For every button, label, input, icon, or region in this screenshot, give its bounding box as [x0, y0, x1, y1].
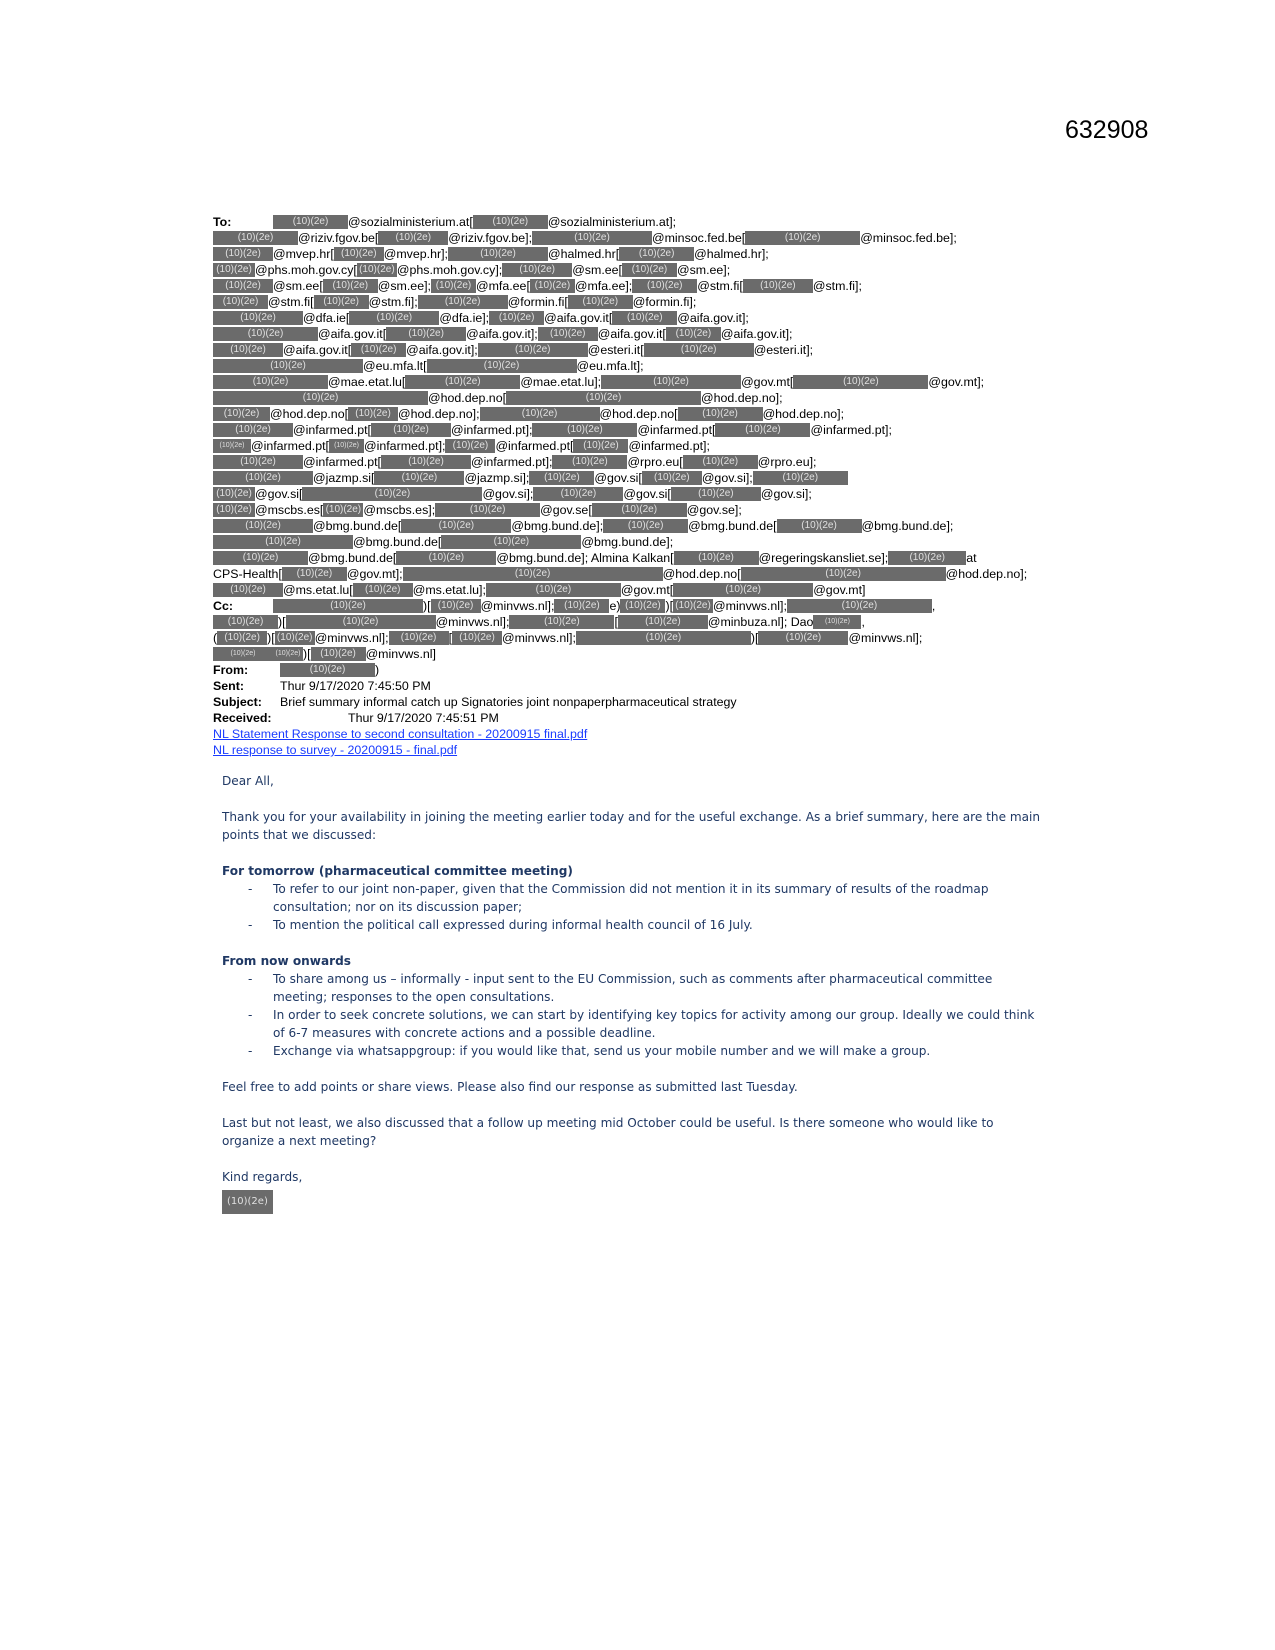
redaction-block: (10)(2e) — [441, 535, 581, 549]
recipient-text: @gov.mt]; — [346, 567, 403, 581]
recipient-text: @eu.mfa.lt]; — [576, 359, 644, 373]
redaction-block: (10)(2e) — [568, 295, 633, 309]
recipient-text: )[ — [423, 599, 431, 613]
sent-value: Thur 9/17/2020 7:45:50 PM — [280, 679, 431, 693]
recipient-text: , — [861, 615, 865, 629]
recipient-line — [213, 214, 1053, 230]
recipient-text: @sozialministerium.at[ — [348, 215, 473, 229]
recipient-text: @aifa.gov.it[ — [283, 343, 352, 357]
redaction-block: (10)(2e) — [673, 583, 813, 597]
recipient-text: @ms.etat.lu]; — [412, 583, 486, 597]
recipient-text: [ — [448, 631, 453, 645]
recipient-text: @gov.mt[ — [620, 583, 674, 597]
redaction-block: (10)(2e) — [378, 231, 448, 245]
subject-label: Subject: — [213, 695, 262, 709]
recipient-text: )[ — [303, 647, 311, 661]
recipient-text: @stm.fi]; — [812, 279, 862, 293]
recipient-text: @mvep.hr[ — [273, 247, 334, 261]
to-label: To: — [213, 215, 232, 229]
attachment-link-statement[interactable]: NL Statement Response to second consultation - 20200915 final.pdf — [213, 727, 588, 741]
recipient-text: @infarmed.pt]; — [628, 439, 710, 453]
closing: Kind regards, — [222, 1170, 303, 1184]
redaction-block: (10)(2e) — [480, 407, 600, 421]
redaction-block: (10)(2e) — [431, 279, 476, 293]
recipient-text: @stm.fi[ — [268, 295, 314, 309]
recipient-line — [213, 454, 1053, 470]
recipient-text: @gov.si[ — [623, 487, 671, 501]
redaction-block: (10)(2e) — [715, 423, 810, 437]
list-item: - Exchange via whatsappgroup: if you would like that, send us your mobile number and we will make a group. — [248, 1044, 931, 1058]
recipient-text: @hod.dep.no]; — [762, 407, 845, 421]
recipient-line — [213, 534, 1053, 550]
list-item: - To share among us – informally - input sent to the EU Commission, such as comments after pharmaceutical committee meeting; responses to the open consultations. — [248, 972, 993, 1004]
redaction-block: (10)(2e) — [674, 551, 759, 565]
recipient-text: @bmg.bund.de]; Almina Kalkan[ — [496, 551, 674, 565]
recipient-text: @gov.si]; — [760, 487, 812, 501]
last-paragraph: Last but not least, we also discussed that a follow up meeting mid October could be useful. Is there someone who would like to organize a next meeting? — [222, 1116, 994, 1148]
recipient-text: @infarmed.pt]; — [810, 423, 892, 437]
recipient-text: @jazmp.si]; — [464, 471, 530, 485]
recipient-text: CPS-Health[ — [213, 567, 282, 581]
recipient-line — [213, 310, 1053, 326]
recipient-line — [213, 406, 1053, 422]
redaction-block: (10)(2e) — [213, 471, 313, 485]
redaction-block: (10)(2e) — [302, 487, 482, 501]
cc-label: Cc: — [213, 599, 233, 613]
intro-paragraph: Thank you for your availability in joining the meeting earlier today and for the useful exchange. As a brief summary, here are the main points that we discussed: — [222, 810, 1041, 842]
redaction-block: (10)(2e) — [213, 311, 303, 325]
recipient-text: @gov.se]; — [686, 503, 742, 517]
recipient-text: @esteri.it]; — [753, 343, 814, 357]
redaction-block: (10)(2e) — [213, 455, 303, 469]
redaction-block: (10)(2e) — [888, 551, 966, 565]
redaction-block: (10)(2e) — [612, 311, 677, 325]
redaction-block: (10)(2e) — [273, 647, 303, 661]
redaction-block: (10)(2e) — [213, 551, 308, 565]
redaction-block: (10)(2e) — [435, 503, 540, 517]
redaction-block: (10)(2e) — [381, 455, 471, 469]
recipient-text: @infarmed.pt[ — [637, 423, 716, 437]
redaction-block: (10)(2e) — [603, 519, 688, 533]
redaction-block: (10)(2e) — [431, 599, 481, 613]
feel-free-paragraph: Feel free to add points or share views. Please also find our response as submitted last Tuesday. — [222, 1080, 798, 1094]
recipient-text: @hod.dep.no[ — [428, 391, 507, 405]
recipient-text: @sm.ee[ — [572, 263, 622, 277]
redaction-block: (10)(2e) — [532, 231, 652, 245]
redaction-block: (10)(2e) — [357, 263, 397, 277]
recipient-text: @hod.dep.no[ — [599, 407, 678, 421]
sent-label: Sent: — [213, 679, 244, 693]
recipient-text: @formin.fi]; — [632, 295, 697, 309]
sent-row — [213, 678, 1053, 694]
recipient-line — [213, 438, 1053, 454]
recipient-text: @regeringskansliet.se]; — [758, 551, 889, 565]
recipient-text: @infarmed.pt]; — [471, 455, 553, 469]
recipient-text: @bmg.bund.de]; — [581, 535, 674, 549]
email-body — [222, 772, 1042, 1214]
cc-recipients — [213, 598, 1053, 662]
recipient-text: @bmg.bund.de]; — [511, 519, 604, 533]
redaction-block: (10)(2e) — [592, 503, 687, 517]
redaction-block: (10)(2e) — [213, 263, 255, 277]
recipient-line — [213, 502, 1053, 518]
recipient-text: @formin.fi[ — [507, 295, 568, 309]
redaction-block: (10)(2e) — [213, 519, 313, 533]
redaction-block: (10)(2e) — [273, 215, 348, 229]
redaction-block: (10)(2e) — [405, 375, 520, 389]
recipient-text: @aifa.gov.it]; — [406, 343, 478, 357]
to-recipients — [213, 214, 1053, 598]
recipient-text: @dfa.ie]; — [439, 311, 490, 325]
recipient-text: @halmed.hr]; — [694, 247, 769, 261]
recipient-text: @infarmed.pt[ — [251, 439, 330, 453]
recipient-text: @aifa.gov.it]; — [466, 327, 538, 341]
recipient-line — [213, 246, 1053, 262]
recipient-line — [213, 598, 1053, 614]
recipient-text: @minvws.nl]; — [314, 631, 389, 645]
redaction-block: (10)(2e) — [486, 583, 621, 597]
redaction-block: (10)(2e) — [620, 599, 665, 613]
redaction-block: (10)(2e) — [758, 631, 848, 645]
recipient-text: @mae.etat.lu]; — [520, 375, 602, 389]
redaction-block: (10)(2e) — [533, 487, 623, 501]
redaction-block: (10)(2e) — [213, 343, 283, 357]
redaction-block: (10)(2e) — [642, 471, 702, 485]
redaction-block: (10)(2e) — [213, 407, 270, 421]
redaction-block: (10)(2e) — [509, 615, 614, 629]
redaction-block: (10)(2e) — [418, 295, 508, 309]
recipient-text: @hod.dep.no]; — [398, 407, 480, 421]
recipient-text: @dfa.ie[ — [303, 311, 350, 325]
recipient-text: @bmg.bund.de[ — [353, 535, 442, 549]
redaction-block: (10)(2e) — [530, 279, 575, 293]
recipient-text: @infarmed.pt[ — [495, 439, 574, 453]
from-suffix: ) — [375, 663, 380, 677]
recipient-text: e) — [609, 599, 621, 613]
redaction-block: (10)(2e) — [213, 231, 298, 245]
redaction-block: (10)(2e) — [573, 439, 628, 453]
redaction-block: (10)(2e) — [532, 423, 637, 437]
redaction-block: (10)(2e) — [213, 279, 273, 293]
redaction-block: (10)(2e) — [213, 247, 273, 261]
email-header — [213, 214, 1053, 758]
redaction-block: (10)(2e) — [448, 247, 548, 261]
recipient-line — [213, 550, 1053, 566]
redaction-block: (10)(2e) — [311, 647, 366, 661]
redaction-block: (10)(2e) — [554, 599, 609, 613]
recipient-text: @mae.etat.lu[ — [328, 375, 406, 389]
recipient-text: @sm.ee[ — [273, 279, 323, 293]
from-label: From: — [213, 663, 249, 677]
redaction-block: (10)(2e) — [213, 647, 273, 661]
redaction-block: (10)(2e) — [678, 407, 763, 421]
recipient-text: @minvws.nl]; — [480, 599, 555, 613]
recipient-text: @hod.dep.no[ — [662, 567, 741, 581]
recipient-text: )[ — [665, 599, 674, 613]
recipient-text: @minvws.nl]; — [713, 599, 787, 613]
recipient-line — [213, 582, 1053, 598]
redaction-block: (10)(2e) — [673, 599, 713, 613]
redaction-block: (10)(2e) — [213, 583, 283, 597]
recipient-text: )[ — [278, 615, 286, 629]
redaction-block: (10)(2e) — [213, 487, 255, 501]
received-value: Thur 9/17/2020 7:45:51 PM — [348, 711, 499, 725]
attachment-link-survey[interactable]: NL response to survey - 20200915 - final.pdf — [213, 743, 458, 757]
received-row — [213, 710, 1053, 726]
recipient-text: @halmed.hr[ — [548, 247, 620, 261]
recipient-line — [213, 262, 1053, 278]
recipient-text: @sm.ee]; — [676, 263, 731, 277]
recipient-line — [213, 422, 1053, 438]
redaction-block: (10)(2e) — [529, 471, 594, 485]
signature-redaction: (10)(2e) — [222, 1190, 273, 1214]
recipient-line — [213, 326, 1053, 342]
redaction-block: (10)(2e) — [787, 599, 932, 613]
recipient-line — [213, 230, 1053, 246]
recipient-text: @bmg.bund.de]; — [861, 519, 954, 533]
recipient-line — [213, 646, 1053, 662]
recipient-text: @minvws.nl]; — [435, 615, 510, 629]
recipient-line — [213, 470, 1053, 486]
redaction-block: (10)(2e) — [619, 247, 694, 261]
redaction-block: (10)(2e) — [334, 247, 384, 261]
redaction-block: (10)(2e) — [349, 311, 439, 325]
recipient-text: @mfa.ee]; — [574, 279, 633, 293]
recipient-text: @infarmed.pt]; — [451, 423, 533, 437]
redaction-block: (10)(2e) — [666, 327, 721, 341]
recipient-text: ( — [213, 631, 218, 645]
recipient-text: @minsoc.fed.be]; — [860, 231, 957, 245]
recipient-text: @bmg.bund.de[ — [688, 519, 777, 533]
from-row — [213, 662, 1053, 678]
redaction-block: (10)(2e) — [741, 567, 946, 581]
redaction-block: (10)(2e) — [389, 631, 449, 645]
redaction-block: (10)(2e) — [329, 439, 364, 453]
redaction-block: (10)(2e) — [644, 343, 754, 357]
redaction-block: (10)(2e) — [403, 567, 663, 581]
list-item: - To mention the political call expressed during informal health council of 16 July. — [248, 918, 753, 932]
recipient-text: @rpro.eu]; — [757, 455, 817, 469]
recipient-line — [213, 566, 1053, 582]
list-item: - To refer to our joint non-paper, given that the Commission did not mention it in its summary of results of the roadmap consultation; nor on its discussion paper; — [248, 882, 989, 914]
redaction-block: (10)(2e) — [213, 439, 251, 453]
redaction-block: (10)(2e) — [323, 279, 378, 293]
recipient-text: @stm.fi]; — [368, 295, 418, 309]
redaction-block: (10)(2e) — [538, 327, 598, 341]
redaction-block: (10)(2e) — [445, 439, 495, 453]
recipient-text: @bmg.bund.de[ — [313, 519, 402, 533]
recipient-text: @minvws.nl] — [365, 647, 436, 661]
greeting: Dear All, — [222, 774, 274, 788]
redaction-block: (10)(2e) — [473, 215, 548, 229]
redaction-block: (10)(2e) — [213, 391, 428, 405]
recipient-text: @riziv.fgov.be]; — [448, 231, 533, 245]
recipient-text: @hod.dep.no[ — [270, 407, 349, 421]
redaction-block: (10)(2e) — [489, 311, 544, 325]
subject-value: Brief summary informal catch up Signatories joint nonpaperpharmaceutical strategy — [280, 695, 737, 709]
redaction-block: (10)(2e) — [323, 503, 363, 517]
redaction-block: (10)(2e) — [576, 631, 751, 645]
redaction-block: (10)(2e) — [777, 519, 862, 533]
redaction-block: (10)(2e) — [374, 471, 464, 485]
redaction-block: (10)(2e) — [427, 359, 577, 373]
redaction-block: (10)(2e) — [396, 551, 496, 565]
list-item: - In order to seek concrete solutions, we can start by identifying key topics for activity among our group. Ideally we could think of 6-7 measures with concrete actions and a possible deadline. — [248, 1008, 1035, 1040]
redaction-block: (10)(2e) — [452, 631, 502, 645]
recipient-line — [213, 486, 1053, 502]
section-title-onwards: From now onwards — [222, 954, 351, 968]
recipient-text: @phs.moh.gov.cy[ — [255, 263, 357, 277]
recipient-text: @bmg.bund.de[ — [308, 551, 397, 565]
recipient-text: @infarmed.pt]; — [364, 439, 446, 453]
recipient-line — [213, 390, 1053, 406]
redaction-block: (10)(2e) — [351, 343, 406, 357]
received-label: Received: — [213, 711, 272, 725]
redaction-block: (10)(2e) — [793, 375, 928, 389]
recipient-text: @gov.se[ — [540, 503, 592, 517]
recipient-text: @mscbs.es]; — [363, 503, 436, 517]
recipient-text: @stm.fi[ — [697, 279, 743, 293]
document-number: 632908 — [1065, 116, 1149, 144]
redaction-block: (10)(2e) — [502, 263, 572, 277]
recipient-text: @mvep.hr]; — [383, 247, 449, 261]
recipient-text: )[ — [267, 631, 275, 645]
redaction-block: (10)(2e) — [314, 295, 369, 309]
section-title-tomorrow: For tomorrow (pharmaceutical committee meeting) — [222, 864, 573, 878]
recipient-line — [213, 518, 1053, 534]
recipient-text: @gov.si]; — [482, 487, 534, 501]
recipient-text: @sm.ee]; — [377, 279, 431, 293]
redaction-block: (10)(2e) — [353, 583, 413, 597]
recipient-text: @mfa.ee[ — [475, 279, 530, 293]
recipient-text: @hod.dep.no]; — [945, 567, 1028, 581]
recipient-text: @jazmp.si[ — [313, 471, 375, 485]
redaction-block: (10)(2e) — [213, 503, 255, 517]
redaction-block: (10)(2e) — [618, 615, 708, 629]
redaction-block: (10)(2e) — [632, 279, 697, 293]
redaction-block: (10)(2e) — [286, 615, 436, 629]
redaction-block: (10)(2e) — [745, 231, 860, 245]
redaction-block: (10)(2e) — [213, 327, 318, 341]
recipient-text: @minvws.nl]; — [502, 631, 576, 645]
redaction-block: (10)(2e) — [743, 279, 813, 293]
recipient-text: @sozialministerium.at]; — [547, 215, 677, 229]
recipient-text: @infarmed.pt[ — [293, 423, 372, 437]
redaction-block: (10)(2e) — [506, 391, 701, 405]
redaction-block: (10)(2e) — [813, 615, 861, 629]
recipient-text: @gov.mt]; — [928, 375, 985, 389]
recipient-text: @rpro.eu[ — [627, 455, 683, 469]
recipient-text: , — [931, 599, 936, 613]
recipient-line — [213, 358, 1053, 374]
recipient-line — [213, 614, 1053, 630]
redaction-block: (10)(2e) — [671, 487, 761, 501]
recipient-text: @minvws.nl]; — [848, 631, 923, 645]
redaction-block: (10)(2e) — [213, 615, 278, 629]
redaction-block: (10)(2e) — [213, 423, 293, 437]
recipient-text: @esteri.it[ — [587, 343, 644, 357]
redaction-block: (10)(2e) — [213, 535, 353, 549]
recipient-text: @aifa.gov.it]; — [720, 327, 793, 341]
recipient-text: @minsoc.fed.be[ — [652, 231, 746, 245]
recipient-text: [ — [614, 615, 618, 629]
redaction-block: (10)(2e) — [552, 455, 627, 469]
recipient-text: @infarmed.pt[ — [303, 455, 382, 469]
recipient-line — [213, 630, 1053, 646]
redaction-block: (10)(2e) — [478, 343, 588, 357]
recipient-text: @riziv.fgov.be[ — [298, 231, 379, 245]
recipient-text: @aifa.gov.it]; — [677, 311, 749, 325]
recipient-text: @phs.moh.gov.cy]; — [396, 263, 503, 277]
recipient-text: @gov.si[ — [594, 471, 642, 485]
redaction-block: (10)(2e) — [213, 375, 328, 389]
recipient-line — [213, 278, 1053, 294]
recipient-line — [213, 342, 1053, 358]
recipient-text: @hod.dep.no]; — [701, 391, 783, 405]
recipient-text: )[ — [750, 631, 759, 645]
redaction-block: (10)(2e) — [348, 407, 398, 421]
recipient-text: @mscbs.es[ — [255, 503, 324, 517]
redaction-block: (10)(2e) — [386, 327, 466, 341]
recipient-text: @gov.mt[ — [741, 375, 794, 389]
redaction-block: (10)(2e) — [213, 295, 268, 309]
redaction-block: (10)(2e) — [753, 471, 848, 485]
recipient-text: @ms.etat.lu[ — [283, 583, 353, 597]
redaction-block: (10)(2e) — [371, 423, 451, 437]
recipient-text: @aifa.gov.it[ — [544, 311, 613, 325]
redaction-block: (10)(2e) — [401, 519, 511, 533]
recipient-text: @minbuza.nl]; Dao — [707, 615, 814, 629]
recipient-text: @gov.mt] — [813, 583, 866, 597]
recipient-text: @gov.si[ — [255, 487, 303, 501]
from-redaction: (10)(2e) — [280, 663, 375, 677]
recipient-text: at — [966, 551, 977, 565]
redaction-block: (10)(2e) — [601, 375, 741, 389]
recipient-line — [213, 374, 1053, 390]
recipient-text: @eu.mfa.lt[ — [363, 359, 427, 373]
subject-row — [213, 694, 1053, 710]
redaction-block: (10)(2e) — [683, 455, 758, 469]
redaction-block: (10)(2e) — [273, 599, 423, 613]
recipient-text: @gov.si]; — [701, 471, 753, 485]
redaction-block: (10)(2e) — [275, 631, 315, 645]
redaction-block: (10)(2e) — [217, 631, 267, 645]
recipient-text: @aifa.gov.it[ — [318, 327, 387, 341]
redaction-block: (10)(2e) — [213, 359, 363, 373]
redaction-block: (10)(2e) — [622, 263, 677, 277]
redaction-block: (10)(2e) — [282, 567, 347, 581]
recipient-text: @aifa.gov.it[ — [597, 327, 666, 341]
recipient-line — [213, 294, 1053, 310]
